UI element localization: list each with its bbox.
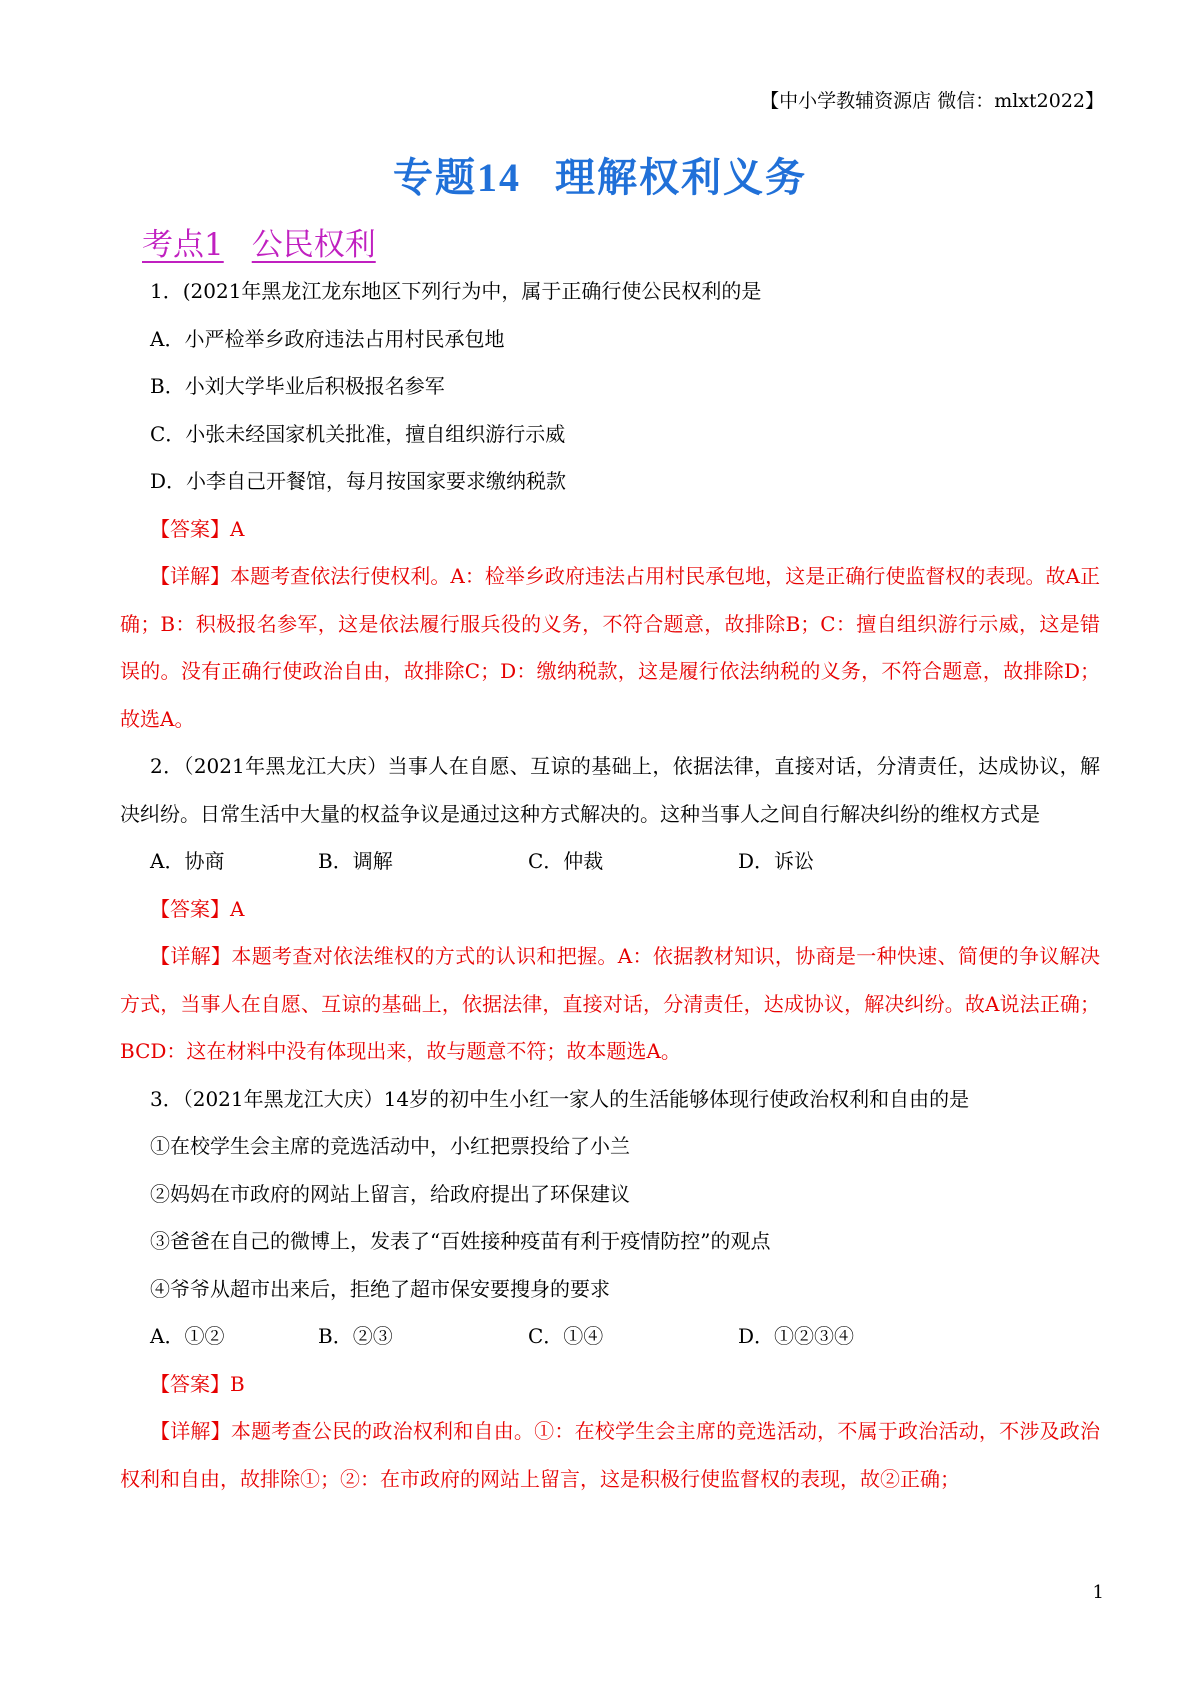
header-tag: 【中小学教辅资源店 微信：mlxt2022】: [760, 90, 1104, 112]
q3-options: [120, 1313, 1100, 1361]
page-title: [0, 146, 1200, 203]
q1-option-d: D．小李自己开餐馆，每月按国家要求缴纳税款: [150, 469, 567, 493]
q3-item-1: ①在校学生会主席的竞选活动中，小红把票投给了小兰: [150, 1134, 630, 1158]
q3-option-b: B．②③: [318, 1324, 393, 1348]
q1-option-b: B．小刘大学毕业后积极报名参军: [150, 374, 445, 398]
q2-stem: 2．（2021年黑龙江大庆）当事人在自愿、互谅的基础上，依据法律，直接对话，分清责任，达成协议，解决纠纷。日常生活中大量的权益争议是通过这种方式解决的。这种当事人之间自行解决纠纷的维权方式是: [120, 754, 1100, 826]
section-text: 公民权利: [251, 227, 376, 263]
question-body: [120, 268, 1100, 1503]
q3-item-3: ③爸爸在自己的微博上，发表了“百姓接种疫苗有利于疫情防控”的观点: [150, 1229, 771, 1253]
q2-option-b: B．调解: [318, 849, 393, 873]
q3-answer: 【答案】B: [150, 1371, 245, 1396]
q3-option-d: D．①②③④: [738, 1324, 855, 1348]
title-prefix: 专题: [393, 155, 477, 201]
q2-option-c: C．仲裁: [528, 849, 604, 873]
section-number: 1: [204, 227, 224, 263]
q3-item-2: ②妈妈在市政府的网站上留言，给政府提出了环保建议: [150, 1181, 630, 1206]
q1-detail: 【详解】本题考查依法行使权利。A：检举乡政府违法占用村民承包地，这是正确行使监督权的表现。故A正确；B：积极报名参军，这是依法履行服兵役的义务，不符合题意，故排除B；C：擅自组织游行示威，这是错误的。没有正确行使政治自由，故排除C；D：缴纳税款，这是履行依法纳税的义务，不符合题意，故排除D；故选A。: [120, 564, 1100, 731]
page-number: 1: [1092, 1582, 1104, 1603]
q2-option-a: A．协商: [150, 849, 225, 873]
section-heading: [142, 219, 376, 264]
q1-option-c: C．小张未经国家机关批准，擅自组织游行示威: [150, 421, 566, 446]
q1-option-a: A．小严检举乡政府违法占用村民承包地: [150, 326, 505, 351]
q3-stem: 3．（2021年黑龙江大庆）14岁的初中生小红一家人的生活能够体现行使政治权利和自由的是: [150, 1086, 970, 1111]
q2-option-d: D．诉讼: [738, 849, 815, 873]
q3-option-a: A．①②: [150, 1324, 225, 1348]
q3-detail: 【详解】本题考查公民的政治权利和自由。①：在校学生会主席的竞选活动，不属于政治活动，不涉及政治权利和自由，故排除①；②：在市政府的网站上留言，这是积极行使监督权的表现，故②正确；: [120, 1419, 1100, 1491]
q2-answer: 【答案】A: [150, 896, 245, 921]
q3-option-c: C．①④: [528, 1324, 604, 1348]
q3-item-4: ④爷爷从超市出来后，拒绝了超市保安要搜身的要求: [150, 1276, 610, 1301]
section-label: 考点: [142, 227, 204, 263]
title-text: 理解权利义务: [555, 155, 807, 201]
q2-options: [120, 838, 1100, 886]
q1-stem: 1．(2021年黑龙江龙东地区下列行为中，属于正确行使公民权利的是: [150, 279, 762, 303]
q1-answer: 【答案】A: [150, 516, 245, 541]
q2-detail: 【详解】本题考查对依法维权的方式的认识和把握。A：依据教材知识，协商是一种快速、简便的争议解决方式，当事人在自愿、互谅的基础上，依据法律，直接对话，分清责任，达成协议，解决纠纷。故A说法正确；BCD：这在材料中没有体现出来，故与题意不符；故本题选A。: [120, 944, 1100, 1063]
title-number: 14: [477, 155, 521, 200]
